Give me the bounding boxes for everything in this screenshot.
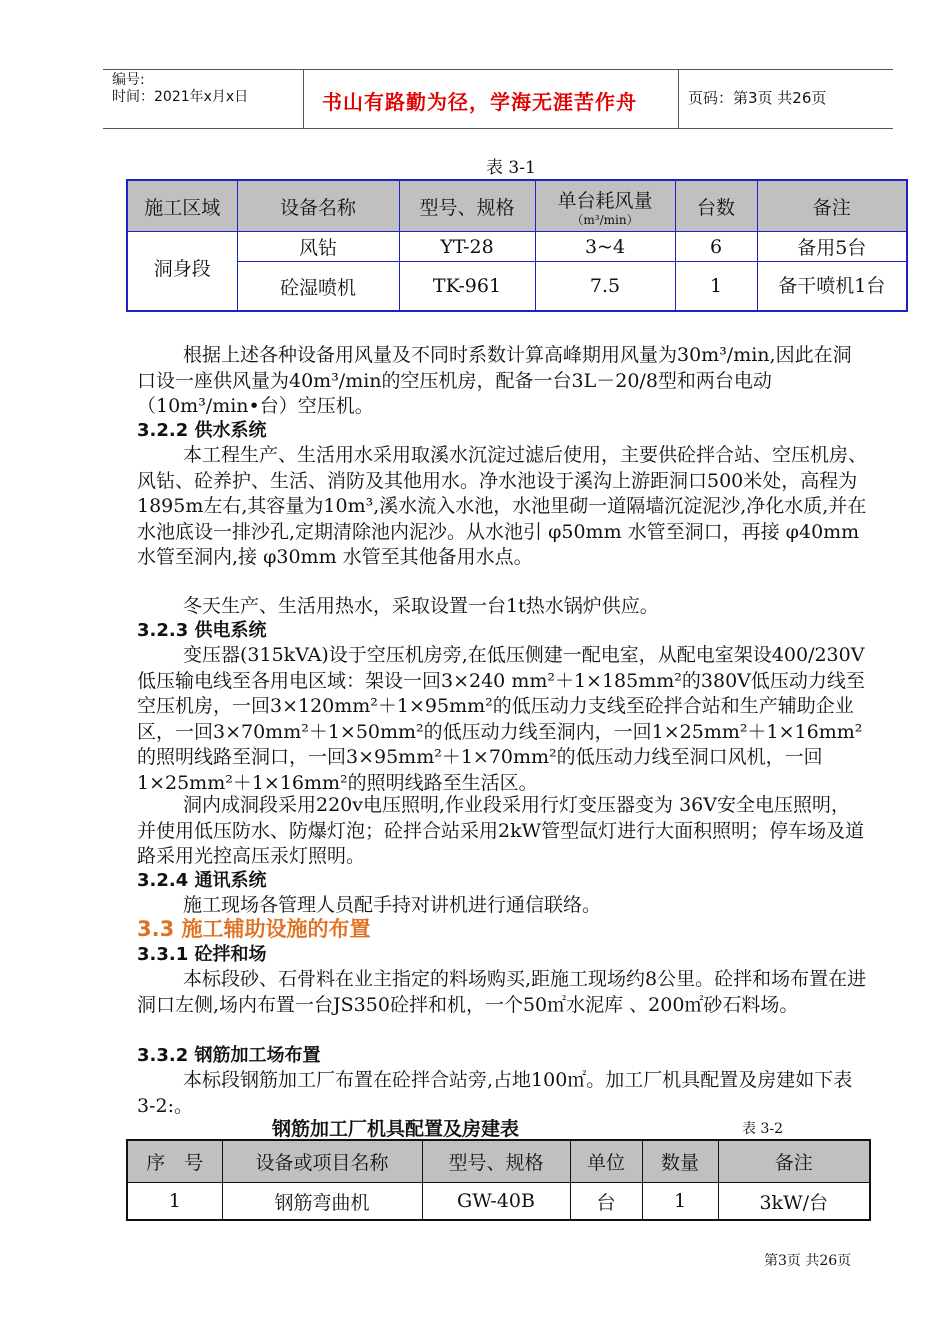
table-cell: YT-28	[399, 232, 535, 262]
power-supply-paragraph: 变压器(315kVA)设于空压机房旁,在低压侧建一配电室，从配电室架设400/230V低压输电线至各用电区域：架设一回3×240 mm²＋1×185mm²的380V低压动力线至空压机房，一回3×120mm²＋1×95mm²的低压动力支线至砼拌合站和生产辅助企业区，一回3×70mm²＋1×50mm²的低压动力线至洞内，一回1×25mm²＋1×16mm²的照明线路至洞口，一回3×95mm²＋1×70mm²的低压动力线至洞口风机，一回1×25mm²＋1×16mm²的照明线路至生活区。	[137, 644, 865, 794]
table-cell: 风钻	[237, 232, 399, 262]
section-heading: 3.2.2 供水系统	[137, 420, 267, 441]
communication-paragraph: 施工现场各管理人员配手持对讲机进行通信联络。	[183, 894, 602, 916]
table-header-cell: 备注	[757, 180, 907, 232]
table-cell: 6	[675, 232, 757, 262]
table-row	[127, 1183, 870, 1221]
water-supply-paragraph: 本工程生产、生活用水采用取溪水沉淀过滤后使用，主要供砼拌合站、空压机房、风钻、砼养护、生活、消防及其他用水。净水池设于溪沟上游距洞口500米处，高程为1895m左右,其容量为10m³,溪水流入水池，水池里砌一道隔墙沉淀泥沙,净化水质,并在水池底设一排沙孔,定期清除池内泥沙。从水池引 φ50mm 水管至洞口，再接 φ40mm 水管至洞内,接 φ30mm 水管至其他备用水点。	[137, 444, 868, 568]
lighting-paragraph: 洞内成洞段采用220v电压照明,作业段采用行灯变压器变为 36V安全电压照明，并使用低压防水、防爆灯泡；砼拌合站采用2kW管型氙灯进行大面积照明；停车场及道路采用光控高压汞灯照明。	[137, 794, 865, 867]
air-supply-paragraph: 根据上述各种设备用风量及不同时系数计算高峰期用风量为30m³/min,因此在洞口设一座供风量为40m³/min的空压机房，配备一台3L－20/8型和两台电动（10m³/min•台）空压机。	[137, 344, 852, 417]
table-header-cell: 施工区域	[127, 180, 237, 232]
table-row	[127, 232, 907, 262]
chapter-heading: 3.3 施工辅助设施的布置	[137, 917, 371, 941]
table-header-cell: 序 号	[127, 1140, 222, 1183]
section-heading: 3.3.2 钢筋加工场布置	[137, 1045, 321, 1066]
table-header-row	[127, 180, 907, 232]
table-header-cell	[535, 180, 675, 232]
table-cell: TK-961	[399, 262, 535, 312]
table-header-cell: 台数	[675, 180, 757, 232]
header-unit: （m³/min）	[571, 212, 639, 227]
table-cell: 7.5	[535, 262, 675, 312]
table-cell: 1	[675, 262, 757, 312]
section-heading: 3.3.1 砼拌和场	[137, 944, 267, 965]
table-row	[127, 262, 907, 312]
table-cell: 备干喷机1台	[757, 262, 907, 312]
table-header-cell: 设备名称	[237, 180, 399, 232]
table-header-cell: 数量	[642, 1140, 718, 1183]
table-cell: 砼湿喷机	[237, 262, 399, 312]
table-cell: 台	[570, 1183, 642, 1221]
header-top-rule	[103, 69, 893, 70]
table-header-cell: 型号、规格	[399, 180, 535, 232]
doc-time-label: 时间：2021年x月x日	[112, 89, 249, 105]
area-cell: 洞身段	[127, 232, 237, 312]
table2-caption: 表 3-2	[742, 1121, 783, 1137]
header-divider	[303, 70, 304, 128]
table-header-row	[127, 1140, 870, 1183]
table-cell: 备用5台	[757, 232, 907, 262]
section-heading: 3.2.4 通讯系统	[137, 870, 267, 891]
table-header-cell: 备注	[718, 1140, 870, 1183]
header-label: 单台耗风量	[557, 189, 653, 212]
mixing-plant-paragraph: 本标段砂、石骨料在业主指定的料场购买,距施工现场约8公里。砼拌和场布置在进洞口左侧,场内布置一台JS350砼拌和机，一个50㎡水泥库 、200㎡砂石料场。	[137, 968, 867, 1016]
table1-caption: 表 3-1	[486, 158, 536, 178]
header-divider	[678, 70, 679, 128]
table-cell: 1	[127, 1183, 222, 1221]
header-motto: 书山有路勤为径，学海无涯苦作舟	[322, 90, 637, 114]
table2-title: 钢筋加工厂机具配置及房建表	[272, 1118, 520, 1140]
table-header-cell: 型号、规格	[422, 1140, 570, 1183]
table-cell: 3kW/台	[718, 1183, 870, 1221]
section-heading: 3.2.3 供电系统	[137, 620, 267, 641]
table-cell: 3~4	[535, 232, 675, 262]
rebar-yard-paragraph: 本标段钢筋加工厂布置在砼拌合站旁,占地100㎡。加工厂机具配置及房建如下表3-2:。	[137, 1069, 853, 1117]
table-header-cell: 设备或项目名称	[222, 1140, 422, 1183]
doc-number-label: 编号:	[112, 72, 145, 88]
air-consumption-table	[126, 179, 908, 312]
rebar-equipment-table	[126, 1139, 871, 1221]
header-bottom-rule	[103, 128, 893, 129]
footer-page-info: 第3页 共26页	[764, 1253, 852, 1269]
table-cell: 1	[642, 1183, 718, 1221]
table-cell: GW-40B	[422, 1183, 570, 1221]
header-page-info: 页码：第3页 共26页	[688, 89, 827, 107]
hot-water-paragraph: 冬天生产、生活用热水，采取设置一台1t热水锅炉供应。	[183, 595, 659, 617]
table-header-cell: 单位	[570, 1140, 642, 1183]
table-cell: 钢筋弯曲机	[222, 1183, 422, 1221]
